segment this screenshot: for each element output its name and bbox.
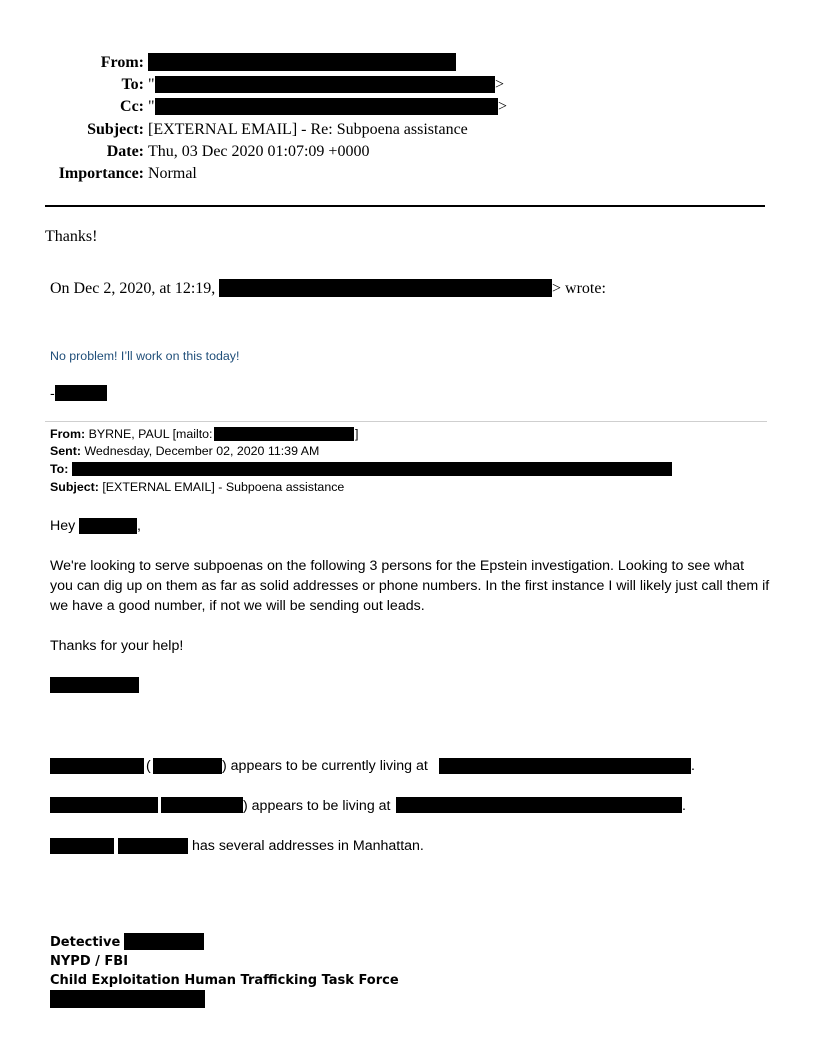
fwd-sent-value: Wednesday, December 02, 2020 11:39 AM bbox=[84, 444, 320, 458]
from-label: From: bbox=[100, 54, 144, 71]
fwd-from-line bbox=[50, 426, 213, 442]
redacted-quote-sender bbox=[219, 279, 552, 297]
fwd-subject-value: [EXTERNAL EMAIL] - Subpoena assistance bbox=[102, 480, 345, 494]
greeting-comma: , bbox=[137, 518, 141, 534]
redacted-greeting-name bbox=[79, 518, 137, 534]
thanks-help-text: Thanks for your help! bbox=[50, 638, 184, 654]
header-divider bbox=[45, 205, 765, 207]
redacted-person1-alias bbox=[153, 758, 222, 774]
quote-intro-suffix: > wrote: bbox=[552, 280, 606, 297]
person3-text: has several addresses in Manhattan. bbox=[192, 838, 424, 854]
redacted-person1-address bbox=[439, 758, 691, 774]
person1-period: . bbox=[691, 758, 695, 774]
greeting-text: Hey bbox=[50, 518, 76, 534]
request-paragraph: We're looking to serve subpoenas on the following 3 persons for the Epstein investigation. Looking to see what you can dig up on them as far as solid addresses or phone numbers. In the first instance I will likely just call them if we have a good number, if not we will be sending out leads. bbox=[50, 558, 770, 614]
redacted-reply-signer bbox=[55, 385, 107, 401]
redacted-sender-name bbox=[50, 677, 139, 693]
redacted-fwd-to bbox=[72, 462, 672, 476]
redacted-from bbox=[148, 53, 456, 71]
importance-value: Normal bbox=[148, 165, 197, 182]
person2-text: ) appears to be living at bbox=[243, 798, 391, 814]
redacted-detective-name bbox=[124, 933, 204, 950]
redacted-signature-contact bbox=[50, 990, 205, 1008]
redacted-to bbox=[155, 76, 495, 93]
thanks-text: Thanks! bbox=[45, 228, 98, 245]
fwd-from-value: BYRNE, PAUL [mailto: bbox=[88, 427, 213, 441]
redacted-cc bbox=[155, 98, 498, 115]
fwd-sent-line bbox=[50, 443, 319, 459]
redacted-person2-address bbox=[396, 797, 682, 813]
to-quote: " bbox=[148, 76, 155, 93]
signature-unit: Child Exploitation Human Trafficking Task Force bbox=[50, 973, 399, 988]
fwd-to-label: To: bbox=[50, 462, 69, 476]
to-label: To: bbox=[121, 76, 144, 93]
person2-period: . bbox=[682, 798, 686, 814]
importance-label: Importance: bbox=[58, 165, 144, 182]
fwd-to-line bbox=[50, 461, 68, 477]
person1-open-paren: ( bbox=[146, 758, 151, 774]
redacted-person2-alias bbox=[161, 797, 243, 813]
to-suffix: > bbox=[495, 76, 505, 93]
date-label: Date: bbox=[106, 143, 144, 160]
redacted-person1-name bbox=[50, 758, 144, 774]
redacted-fwd-email bbox=[214, 427, 354, 441]
cc-quote: " bbox=[148, 98, 155, 115]
fwd-subject-line bbox=[50, 479, 344, 495]
fwd-subject-label: Subject: bbox=[50, 480, 99, 494]
fwd-from-label: From: bbox=[50, 427, 86, 441]
date-value: Thu, 03 Dec 2020 01:07:09 +0000 bbox=[148, 143, 370, 160]
fwd-sent-label: Sent: bbox=[50, 444, 81, 458]
forward-divider bbox=[45, 421, 767, 422]
redacted-person2-name bbox=[50, 797, 158, 813]
redacted-person3-last bbox=[118, 838, 188, 854]
quote-intro-prefix: On Dec 2, 2020, at 12:19, bbox=[50, 280, 216, 297]
cc-suffix: > bbox=[498, 98, 508, 115]
signature-title: Detective bbox=[50, 935, 121, 950]
person1-text: ) appears to be currently living at bbox=[222, 758, 428, 774]
subject-label: Subject: bbox=[87, 121, 144, 138]
redacted-person3-first bbox=[50, 838, 114, 854]
cc-label: Cc: bbox=[120, 98, 144, 115]
reply-dash: - bbox=[50, 386, 55, 402]
fwd-from-close: ] bbox=[355, 427, 359, 441]
signature-org: NYPD / FBI bbox=[50, 954, 129, 969]
subject-value: [EXTERNAL EMAIL] - Re: Subpoena assistance bbox=[148, 121, 468, 138]
reply-text: No problem! I’ll work on this today! bbox=[50, 349, 240, 363]
